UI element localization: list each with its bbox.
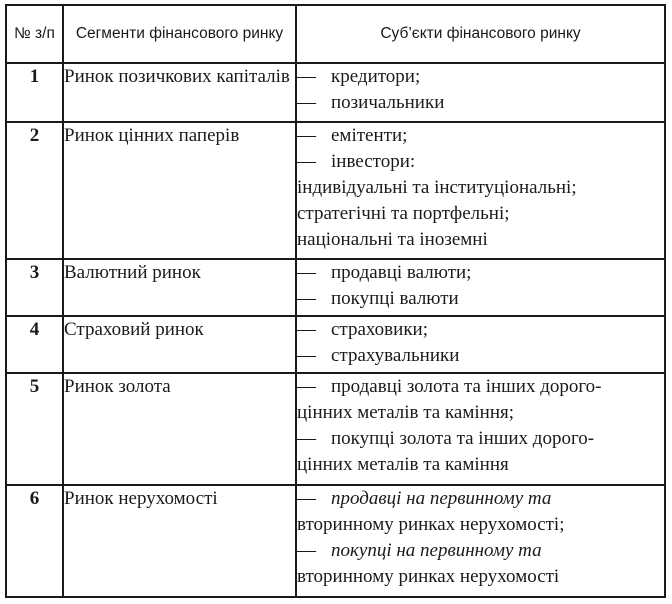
subject-line — [297, 564, 664, 590]
subject-text: стратегічні та портфельні; — [297, 203, 510, 224]
subject-text: страховики; — [331, 319, 428, 340]
table-row — [6, 485, 665, 597]
subject-line — [297, 123, 664, 149]
segment-name: Ринок позичкових капіталів — [63, 63, 296, 122]
subject-line — [297, 538, 664, 564]
subjects-cell — [296, 316, 665, 373]
subject-text: покупці золота та інших дорого- — [331, 428, 595, 449]
dash-marker: — — [297, 428, 316, 449]
subject-line — [297, 400, 664, 426]
dash-marker: — — [297, 288, 316, 309]
row-number: 3 — [6, 259, 63, 316]
subject-line — [297, 286, 664, 312]
subject-text: позичальники — [331, 92, 445, 113]
table-row — [6, 63, 665, 122]
row-number: 2 — [6, 122, 63, 259]
subject-line — [297, 486, 664, 512]
segment-name: Ринок нерухомості — [63, 485, 296, 597]
subjects-cell — [296, 259, 665, 316]
subject-line — [297, 175, 664, 201]
segment-name: Ринок золота — [63, 373, 296, 485]
dash-marker: — — [297, 488, 316, 509]
subjects-cell — [296, 63, 665, 122]
subjects-cell — [296, 122, 665, 259]
header-segments: Сегменти фінансового ринку — [63, 5, 296, 63]
subject-text: індивідуальні та інституціональні; — [297, 177, 577, 198]
subject-line — [297, 452, 664, 478]
dash-marker: — — [297, 345, 316, 366]
subjects-cell — [296, 485, 665, 597]
row-number: 4 — [6, 316, 63, 373]
subject-text: продавці валюти; — [331, 262, 472, 283]
row-number: 6 — [6, 485, 63, 597]
financial-market-table — [5, 4, 666, 598]
subject-text: інвестори: — [331, 151, 416, 172]
subject-line — [297, 149, 664, 175]
header-number: № з/п — [6, 5, 63, 63]
segment-name: Валютний ринок — [63, 259, 296, 316]
subject-text: вторинному ринках нерухомості; — [297, 514, 565, 535]
dash-marker: — — [297, 376, 316, 397]
dash-marker: — — [297, 151, 316, 172]
segment-name: Ринок цінних паперів — [63, 122, 296, 259]
subject-line — [297, 64, 664, 90]
dash-marker: — — [297, 319, 316, 340]
table-header — [6, 5, 665, 63]
subject-line — [297, 317, 664, 343]
table-row — [6, 316, 665, 373]
header-subjects: Суб’єкти фінансового ринку — [296, 5, 665, 63]
subject-line — [297, 426, 664, 452]
table-row — [6, 373, 665, 485]
subject-text: страхувальники — [331, 345, 460, 366]
table-row — [6, 122, 665, 259]
subject-text: продавці золота та інших дорого- — [331, 376, 602, 397]
subject-text: кредитори; — [331, 66, 421, 87]
segment-name: Страховий ринок — [63, 316, 296, 373]
dash-marker: — — [297, 540, 316, 561]
table-body — [6, 63, 665, 597]
subject-text: вторинному ринках нерухомості — [297, 566, 560, 587]
dash-marker: — — [297, 262, 316, 283]
subject-text: продавці на первинному та — [331, 488, 552, 509]
subjects-cell — [296, 373, 665, 485]
subject-text: цінних металів та каміння; — [297, 402, 515, 423]
dash-marker: — — [297, 125, 316, 146]
subject-line — [297, 90, 664, 116]
dash-marker: — — [297, 66, 316, 87]
subject-text: цінних металів та каміння — [297, 454, 509, 475]
subject-line — [297, 343, 664, 369]
subject-text: покупці на первинному та — [331, 540, 542, 561]
table-row — [6, 259, 665, 316]
subject-line — [297, 512, 664, 538]
subject-text: емітенти; — [331, 125, 408, 146]
subject-line — [297, 374, 664, 400]
row-number: 1 — [6, 63, 63, 122]
subject-line — [297, 227, 664, 253]
row-number: 5 — [6, 373, 63, 485]
subject-line — [297, 201, 664, 227]
subject-line — [297, 260, 664, 286]
subject-text: національні та іноземні — [297, 229, 488, 250]
subject-text: покупці валюти — [331, 288, 459, 309]
dash-marker: — — [297, 92, 316, 113]
